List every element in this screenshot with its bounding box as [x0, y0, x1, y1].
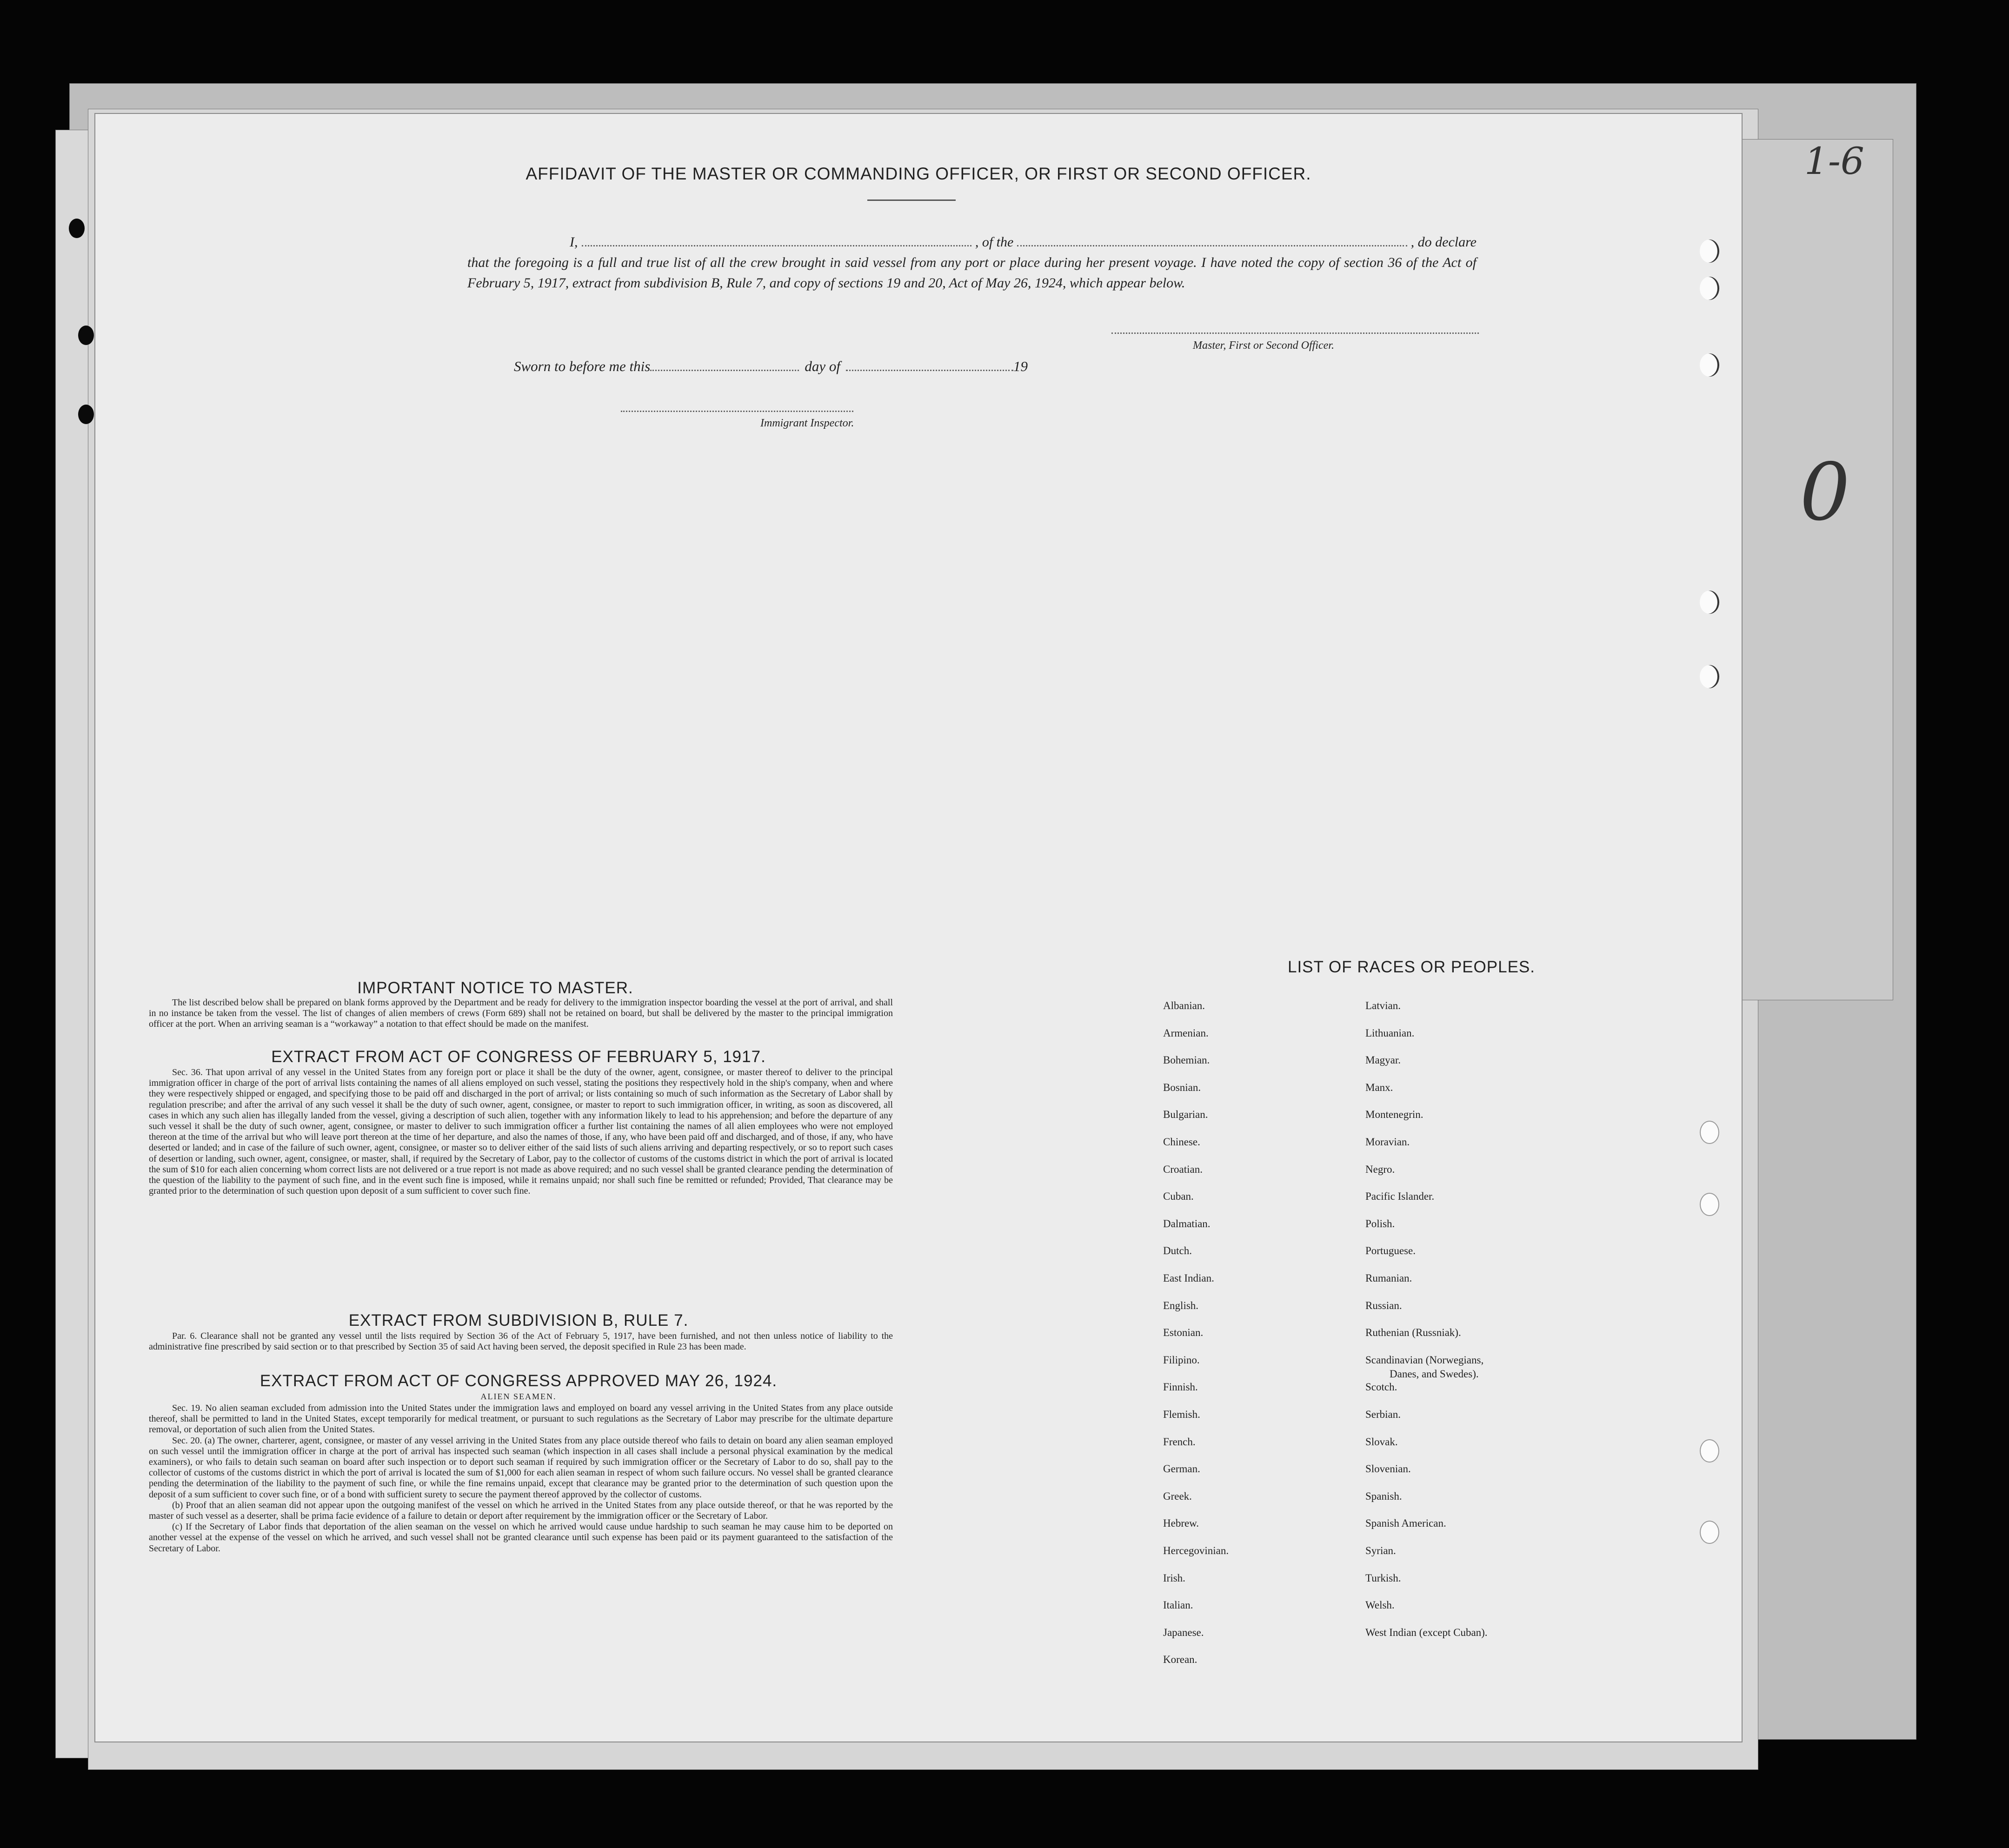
race-item: Flemish.	[1163, 1409, 1200, 1420]
race-item: Italian.	[1163, 1599, 1193, 1611]
race-item: Japanese.	[1163, 1626, 1204, 1638]
race-item: Dutch.	[1163, 1245, 1192, 1257]
race-item: Bosnian.	[1163, 1081, 1201, 1093]
race-item: Lithuanian.	[1365, 1027, 1415, 1039]
race-item: Irish.	[1163, 1572, 1185, 1584]
race-item: Scotch.	[1365, 1381, 1397, 1393]
punch-hole	[1700, 665, 1719, 688]
master-signature-field[interactable]	[1111, 332, 1479, 334]
vessel-name-field[interactable]	[1017, 245, 1407, 246]
race-item: Polish.	[1365, 1217, 1395, 1230]
race-item: Hebrew.	[1163, 1517, 1199, 1529]
handwritten-note: 1-6	[1804, 140, 1864, 183]
inspector-signature-label: Immigrant Inspector.	[760, 417, 854, 429]
of-the-label: , of the	[975, 234, 1014, 250]
race-item: Filipino.	[1163, 1354, 1200, 1366]
extract-1924-text	[149, 1403, 893, 1554]
race-item: Moravian.	[1365, 1136, 1410, 1148]
race-item: Armenian.	[1163, 1027, 1209, 1039]
extract-1924-title: EXTRACT FROM ACT OF CONGRESS APPROVED MAY 26, 1924.	[259, 1372, 778, 1390]
section-20c-paragraph: (c) If the Secretary of Labor finds that deportation of the alien seaman on the vessel on which he arrived would cause undue hardship to such seaman he may cause him to be deported on another vessel at the expense of the vessel on which he arrived, and such vessel shall not be granted clearance until such expense has been paid or its payment guaranteed to the satisfaction of the Secretary of Labor.	[149, 1522, 893, 1554]
sworn-line	[514, 358, 1028, 375]
race-item: English.	[1163, 1299, 1199, 1311]
punch-hole	[78, 326, 94, 345]
race-item: Portuguese.	[1365, 1245, 1416, 1257]
inspector-signature-field[interactable]	[621, 411, 853, 412]
notice-paragraph: The list described below shall be prepared on blank forms approved by the Department and be ready for delivery to the immigration inspector boarding the vessel at the port of arrival, and shall in no instance be taken from the vessel. The list of changes of alien members of crews (Form 689) shall not be retained on board, but shall be delivered by the master to the principal immigration officer at the port. When an arriving seaman is a “workaway” a notation to that effect should be made on the manifest.	[149, 997, 893, 1030]
master-signature-label: Master, First or Second Officer.	[1193, 339, 1334, 352]
divider	[867, 199, 956, 201]
race-item: Finnish.	[1163, 1381, 1198, 1393]
rule-7-title: EXTRACT FROM SUBDIVISION B, RULE 7.	[348, 1311, 689, 1329]
race-item: Negro.	[1365, 1163, 1395, 1175]
race-item: Scandinavian (Norwegians,	[1365, 1354, 1484, 1366]
race-item: Welsh.	[1365, 1599, 1395, 1611]
race-item: Bohemian.	[1163, 1054, 1210, 1066]
race-item: Hercegovinian.	[1163, 1545, 1229, 1556]
race-item: Korean.	[1163, 1654, 1197, 1666]
race-item: Rumanian.	[1365, 1272, 1412, 1284]
notice-title: IMPORTANT NOTICE TO MASTER.	[357, 979, 633, 997]
punch-hole	[1700, 353, 1719, 377]
race-item: Dalmatian.	[1163, 1217, 1211, 1230]
races-title: LIST OF RACES OR PEOPLES.	[1287, 958, 1535, 976]
declarant-name-field[interactable]	[582, 245, 971, 246]
alien-seamen-subtitle: ALIEN SEAMEN.	[480, 1392, 557, 1401]
sworn-label: Sworn to before me this	[514, 358, 651, 374]
section-19-paragraph: Sec. 19. No alien seaman excluded from admission into the United States under the immigration laws and employed on board any vessel arriving in the United States from any place outside thereof, shall be permitted to land in the United States, except temporarily for medical treatment, or pursuant to such regulations as the Secretary of Labor may prescribe for the ultimate departure removal, or deportation of such alien from the United States.	[149, 1403, 893, 1435]
notice-text	[149, 997, 893, 1030]
race-item: West Indian (except Cuban).	[1365, 1626, 1488, 1638]
race-item: East Indian.	[1163, 1272, 1214, 1284]
punch-hole	[1700, 591, 1719, 614]
day-of-label: day of	[805, 358, 840, 374]
race-item: Pacific Islander.	[1365, 1190, 1435, 1203]
race-item: French.	[1163, 1436, 1196, 1448]
race-item: Spanish American.	[1365, 1517, 1446, 1529]
race-item: Slovak.	[1365, 1436, 1398, 1448]
year-prefix: 19	[1013, 358, 1028, 374]
punch-hole	[1700, 277, 1719, 300]
section-36-paragraph: Sec. 36. That upon arrival of any vessel in the United States from any foreign port or place it shall be the duty of the owner, agent, consignee, or master thereof to deliver to the principal immigration officer in charge of the port of arrival lists containing the names of all aliens employed on such vessel, stating the positions they respectively hold in the ship's company, when and where they were respectively shipped or engaged, and specifying those to be paid off and discharged in the port of arrival; or lists containing so much of such information as the Secretary of Labor shall by regulation prescribe; and after the arrival of any such vessel it shall be the duty of such owner, agent, consignee, or master to report to such immigration officer, in writing, as soon as discovered, all cases in which any such alien has illegally landed from the vessel, giving a description of such alien, together with any information likely to lead to his apprehension; and before the departure of any such vessel it shall be the duty of such owner, agent, consignee, or master to deliver to such immigration officer a further list containing the names of all alien employees who were not employed thereon at the time of the arrival but who will leave port thereon at the time of her departure, and also the names of those, if any, who have been paid off and discharged, and of those, if any, who have deserted or landed; and in case of the failure of such owner, agent, consignee, or master so to deliver either of the said lists of such aliens arriving and departing respectively, or so to report such cases of desertion or landing, such owner, agent, consignee, or master, shall, if required by the Secretary of Labor, pay to the collector of customs of the customs district in which the port of arrival is located the sum of $10 for each alien concerning whom correct lists are not delivered or a true report is not made as above required; and no such vessel shall be granted clearance pending the determination of the question of the liability to the payment of such fine, and in the event such fine is imposed, while it remains unpaid; nor shall such fine be remitted or refunded; Provided, That clearance may be granted prior to the determination of such question upon deposit of a sum sufficient to cover such fine.	[149, 1067, 893, 1197]
document-page	[95, 114, 1742, 1742]
race-item: Chinese.	[1163, 1136, 1200, 1148]
race-item: Albanian.	[1163, 1000, 1205, 1011]
background-sheet-right	[1721, 140, 1893, 1000]
affidavit-title: AFFIDAVIT OF THE MASTER OR COMMANDING OFFICER, OR FIRST OR SECOND OFFICER.	[526, 164, 1311, 183]
race-item: Turkish.	[1365, 1572, 1401, 1584]
sworn-day-field[interactable]	[650, 369, 799, 371]
rule-7-paragraph: Par. 6. Clearance shall not be granted any vessel until the lists required by Section 36 of the Act of February 5, 1917, have been furnished, and not then unless notice of liability to the administrative fine prescribed by said section or to that prescribed by Section 35 of said Act having been served, the deposit specified in Rule 23 has been made.	[149, 1331, 893, 1352]
handwritten-note: 0	[1800, 446, 1850, 538]
race-item: Slovenian.	[1365, 1463, 1411, 1475]
rule-7-text	[149, 1331, 893, 1352]
punch-hole	[1700, 1121, 1719, 1144]
declaration-first-line	[467, 232, 1477, 253]
punch-hole	[1700, 1193, 1719, 1216]
race-item: Greek.	[1163, 1490, 1192, 1502]
section-20a-paragraph: Sec. 20. (a) The owner, charterer, agent, consignee, or master of any vessel arriving in the United States from any place outside thereof who fails to detain on board any alien seaman employed on such vessel until the immigration officer in charge at the port of arrival has inspected such seaman (which inspection in all cases shall include a personal physical examination by the medical examiners), or who fails to detain such seaman on board after such inspection or to deport such seaman if required by such immigration officer or the Secretary of Labor to do so, shall pay to the collector of customs of the customs district in which the port of arrival is located the sum of $1,000 for each alien seaman in respect of whom such failure occurs. No vessel shall be granted clearance pending the determination of the liability to the payment of such fine, or while the fine remains unpaid, except that clearance may be granted prior to the determination of such question upon the deposit of a sum sufficient to cover such fine, or of a bond with sufficient surety to secure the payment thereof approved by the collector of customs.	[149, 1435, 893, 1500]
affidavit-declaration	[467, 232, 1477, 293]
race-item: Bulgarian.	[1163, 1109, 1208, 1121]
declarant-prefix: I,	[570, 234, 578, 250]
race-item: German.	[1163, 1463, 1200, 1475]
extract-1917-text	[149, 1067, 893, 1197]
race-item: Croatian.	[1163, 1163, 1203, 1175]
punch-hole	[1700, 1439, 1719, 1462]
punch-hole	[1700, 239, 1719, 263]
punch-hole	[69, 219, 85, 238]
race-item: Danes, and Swedes).	[1390, 1368, 1479, 1380]
punch-hole	[1700, 1521, 1719, 1544]
sworn-month-field[interactable]	[846, 369, 1013, 371]
race-item: Spanish.	[1365, 1490, 1402, 1502]
race-item: Latvian.	[1365, 1000, 1401, 1011]
section-20b-paragraph: (b) Proof that an alien seaman did not appear upon the outgoing manifest of the vessel on which he arrived in the United States from any place outside thereof, or that he was reported by the master of such vessel as a deserter, shall be prima facie evidence of a failure to detain or deport after requirement by the immigration officer or the Secretary of Labor.	[149, 1500, 893, 1522]
race-item: Cuban.	[1163, 1190, 1194, 1203]
race-item: Ruthenian (Russniak).	[1365, 1327, 1461, 1339]
race-item: Syrian.	[1365, 1545, 1396, 1556]
do-declare-label: , do declare	[1410, 234, 1477, 250]
extract-1917-title: EXTRACT FROM ACT OF CONGRESS OF FEBRUARY 5, 1917.	[271, 1048, 766, 1066]
race-item: Serbian.	[1365, 1409, 1401, 1420]
punch-hole	[78, 405, 94, 424]
race-item: Russian.	[1365, 1299, 1402, 1311]
race-item: Montenegrin.	[1365, 1109, 1424, 1121]
declaration-text: that the foregoing is a full and true list of all the crew brought in said vessel from any port or place during her present voyage. I have noted the copy of section 36 of the Act of February 5, 1917, extract from subdivision B, Rule 7, and copy of sections 19 and 20, Act of May 26, 1924, which appear below.	[467, 255, 1477, 291]
race-item: Estonian.	[1163, 1327, 1204, 1339]
race-item: Manx.	[1365, 1081, 1393, 1093]
race-item: Magyar.	[1365, 1054, 1401, 1066]
